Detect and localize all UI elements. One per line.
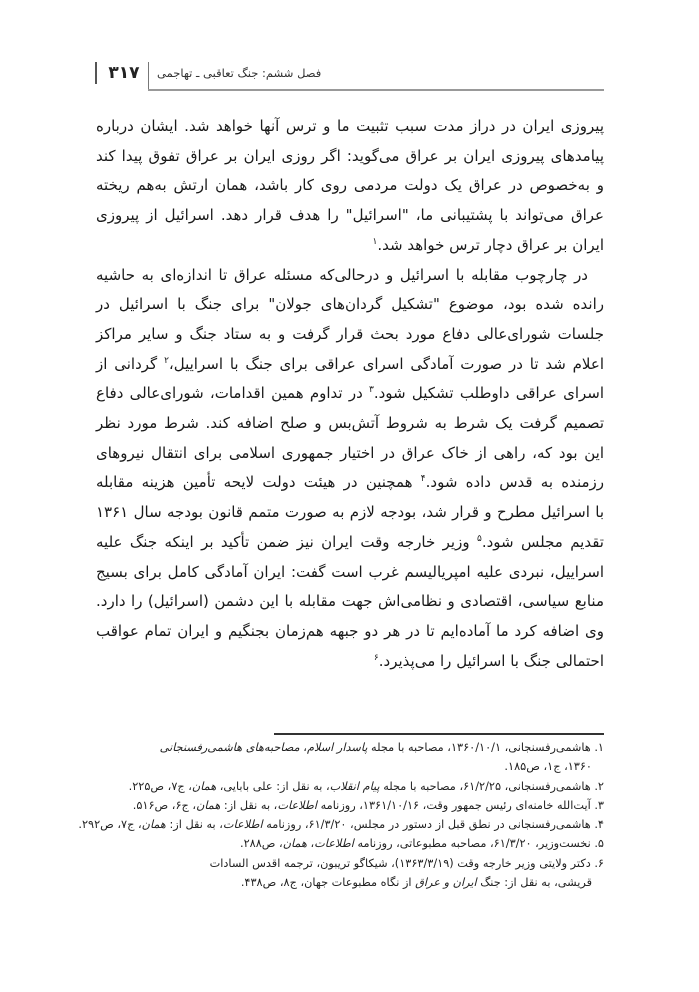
text-line: و به‌خصوص در عراق یک دولت مردمی روی کار باشد، همان ارتش به‌هم ریخته [96, 176, 604, 195]
header-left-rule [95, 62, 97, 84]
footnote-6: ۶. دکتر ولایتی وزیر خارجه وقت (۱۳۶۳/۳/۱۹)، شیکاگو تریبون، ترجمه اقدس السادات [209, 856, 604, 870]
text-line: با اسرائیل مطرح و قرار شد، بودجه لازم به صورت متمم قانون بودجه سال ۱۳۶۱ [96, 503, 604, 522]
footnote-ref-4[interactable]: ۴ [420, 474, 426, 485]
text-line: پیامدهای پیروزی ایران بر عراق می‌گوید: اگر روزی ایران بر عراق تفوق پیدا کند [96, 146, 604, 165]
footnote-ref-3[interactable]: ۳ [369, 385, 374, 396]
text-line: اعلام شد تا در صورت آمادگی اسرای عراقی برای جنگ با اسراییل،$^۲$ گردانی از [96, 354, 604, 373]
footnote-3: ۳. آیت‌الله خامنه‌ای رئیس جمهور وقت، ۱۳۶۱/۱۰/۱۶، روزنامه اطلاعات، به نقل از: همان، ج۶، ص۵۱۶. [132, 798, 604, 812]
footnote-ref-1[interactable]: ۱ [372, 236, 378, 247]
footnote-6-cont: قریشی، به نقل از: جنگ ایران و عراق از نگاه مطبوعات جهان، ج۸، ص۴۳۸. [240, 876, 592, 890]
text-line: تصمیم گرفت یک شرط به شروط آتش‌بس و صلح اضافه کند. شرط مورد نظر [96, 414, 604, 433]
footnote-2: ۲. هاشمی‌رفسنجانی، ۶۱/۲/۲۵، مصاحبه با مجله پیام انقلاب، به نقل از: علی بابایی، همان، ج۷، ص۲۲۵. [128, 779, 604, 793]
main-text [96, 112, 604, 676]
footnote-5: ۵. نخست‌وزیر، ۶۱/۳/۲۰، مصاحبه مطبوعاتی، روزنامه اطلاعات، همان، ص۲۸۸. [239, 837, 604, 851]
text-line: رانده شده بود، موضوع "تشکیل گردان‌های جولان" برای جنگ با اسرائیل در [96, 295, 604, 314]
footnote-ref-5[interactable]: ۵ [477, 533, 482, 544]
chapter-title: فصل ششم: جنگ تعاقبی ـ تهاجمی [157, 66, 322, 80]
footnotes [78, 738, 604, 892]
paragraph-1 [96, 112, 604, 261]
text-line: منابع سیاسی، اقتصادی و نظامی‌اش جهت مقابله با این دشمن (اسرائیل) را دارد. [96, 592, 604, 611]
text-line: وی اضافه کرد ما آماده‌ایم تا در هر دو جبهه هم‌زمان بجنگیم و ایران تمام عواقب [96, 621, 604, 640]
footnote-ref-6[interactable]: ۶ [373, 652, 379, 663]
page-number: ۳۱۷ [108, 63, 140, 83]
text-line: اسراییل، نبردی علیه امپریالیسم غرب است گفت: ایران آمادگی کامل برای بسیج [96, 562, 604, 581]
paragraph-2 [96, 261, 604, 677]
footnote-4: ۴. هاشمی‌رفسنجانی در نطق قبل از دستور در مجلس، ۶۱/۳/۲۰، روزنامه اطلاعات، به نقل از: همان، ج۷، ص۲۹۲. [78, 818, 604, 832]
running-header [95, 60, 604, 90]
text-line: ایران بر عراق دچار ترس خواهد شد.$^۱$ [372, 235, 604, 254]
text-line: رزمنده به قدس داده شود.$^۴$ همچنین در هیئت دولت لایحه تأمین هزینه مقابله [96, 473, 604, 492]
text-line: این بود که، راهی از خاک عراق در اختیار جمهوری اسلامی برای انتقال نیروهای [96, 443, 604, 462]
header-underline [148, 89, 604, 91]
footnote-ref-2[interactable]: ۲ [164, 355, 169, 366]
header-divider [148, 62, 149, 90]
text-line: جلسات شورای‌عالی دفاع مورد بحث قرار گرفت و به ستاد جنگ و سایر مراکز [96, 324, 604, 343]
text-line: در چارچوب مقابله با اسرائیل و درحالی‌که مسئله عراق تا اندازه‌ای به حاشیه [96, 265, 588, 284]
text-line: احتمالی جنگ با اسرائیل را می‌پذیرد.$^۶$ [373, 651, 604, 670]
text-line: عراق می‌تواند با پشتیبانی ما، "اسرائیل" را هدف قرار دهد. اسرائیل از پیروزی [96, 206, 604, 225]
footnote-1-cont: ۱۳۶۰، ج۱، ص۱۸۵. [504, 760, 592, 774]
text-line: تقدیم مجلس شود.$^۵$ وزیر خارجه وقت ایران نیز ضمن تأکید بر اینکه جنگ علیه [96, 532, 604, 551]
text-line: اسرای عراقی داوطلب تشکیل شود.$^۳$ در تداوم همین اقدامات، شورای‌عالی دفاع [96, 384, 605, 403]
footnote-separator [274, 733, 604, 735]
footnote-1: ۱. هاشمی‌رفسنجانی، ۱۳۶۰/۱۰/۱، مصاحبه با مجله پاسدار اسلام، مصاحبه‌های هاشمی‌رفسنجانی [159, 741, 604, 754]
text-line: پیروزی ایران در دراز مدت سبب تثبیت ما و ترس آنها خواهد شد. ایشان درباره [96, 117, 604, 135]
